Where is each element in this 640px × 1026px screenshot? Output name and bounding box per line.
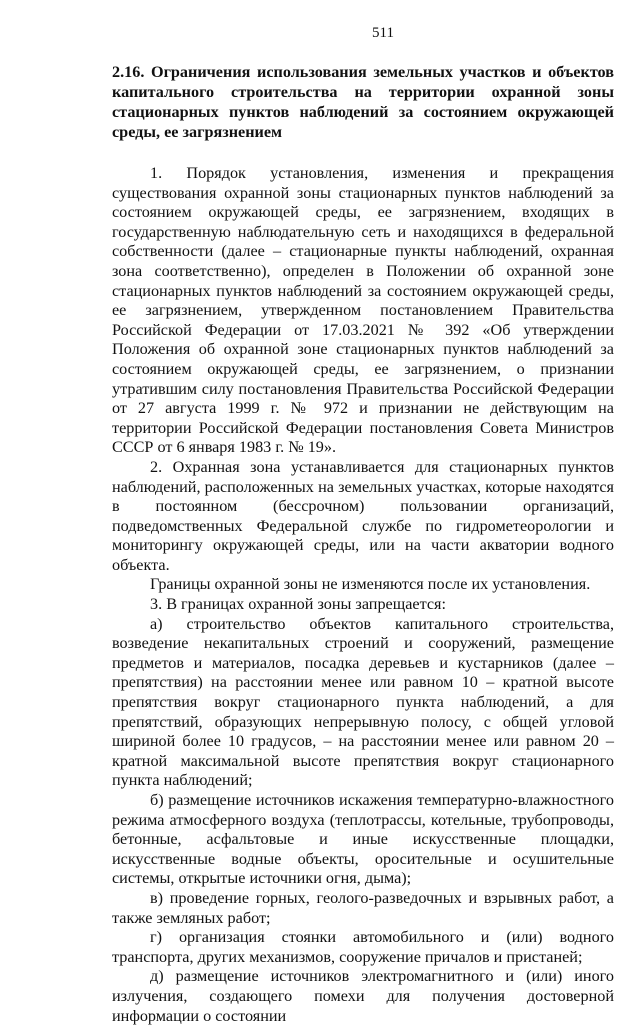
- paragraph-8: г) организация стоянки автомобильного и (или) водного транспорта, других механизмов, сооружение причалов и пристаней;: [112, 928, 614, 966]
- page-number: 511: [372, 25, 394, 41]
- paragraph-3: Границы охранной зоны не изменяются после их установления.: [150, 575, 591, 594]
- paragraph-6: б) размещение источников искажения температурно-влажностного режима атмосферного воздуха (теплотрассы, котельные, трубопроводы, бетонные, асфальтовые и иные искусственные площадки, искусственные водные объекты, оросительные и осушительные системы, открытые источники огня, дыма);: [112, 791, 614, 888]
- paragraph-5: а) строительство объектов капитального строительства, возведение некапитальных строений и сооружений, размещение предметов и материалов, посадка деревьев и кустарников (далее – препятствия) на расстоянии менее или равном 10 – кратной высоте препятствия вокруг стационарного пункта наблюдений, а для препятствий, образующих непрерывную полосу, с общей угловой шириной более 10 градусов, – на расстоянии менее или равном 20 – кратной максимальной высоте препятствия вокруг стационарного пункта наблюдений;: [112, 614, 614, 790]
- paragraph-4: 3. В границах охранной зоны запрещается:: [150, 595, 446, 614]
- paragraph-2: 2. Охранная зона устанавливается для стационарных пунктов наблюдений, расположенных на земельных участках, которые находятся в постоянном (бессрочном) пользовании организаций, подведомственных Федеральной службе по гидрометеорологии и мониторингу окружающей среды, или на части акватории водного объекта.: [112, 457, 614, 574]
- paragraph-1: 1. Порядок установления, изменения и прекращения существования охранной зоны стационарных пунктов наблюдений за состоянием окружающей среды, ее загрязнением, входящих в государственную наблюдательную сеть и находящихся в федеральной собственности (далее – стационарные пункты наблюдений, охранная зона соответственно), определен в Положении об охранной зоне стационарных пунктов наблюдений за состоянием окружающей среды, ее загрязнением, утвержденном постановлением Правительства Российской Федерации от 17.03.2021 № 392 «Об утверждении Положения об охранной зоне стационарных пунктов наблюдений за состоянием окружающей среды, ее загрязнением, о признании утратившим силу постановления Правительства Российской Федерации от 27 августа 1999 г. № 972 и признании не действующим на территории Российской Федерации постановления Совета Министров СССР от 6 января 1983 г. № 19».: [112, 164, 614, 457]
- paragraph-9: д) размещение источников электромагнитного и (или) иного излучения, создающего помехи для получения достоверной информации о состоянии: [112, 967, 614, 1025]
- paragraph-7: в) проведение горных, геолого-разведочных и взрывных работ, а также земляных работ;: [112, 888, 614, 927]
- section-heading: 2.16. Ограничения использования земельных участков и объектов капитального строительства на территории охранной зоны стационарных пунктов наблюдений за состоянием окружающей среды, ее загрязнением: [112, 63, 614, 141]
